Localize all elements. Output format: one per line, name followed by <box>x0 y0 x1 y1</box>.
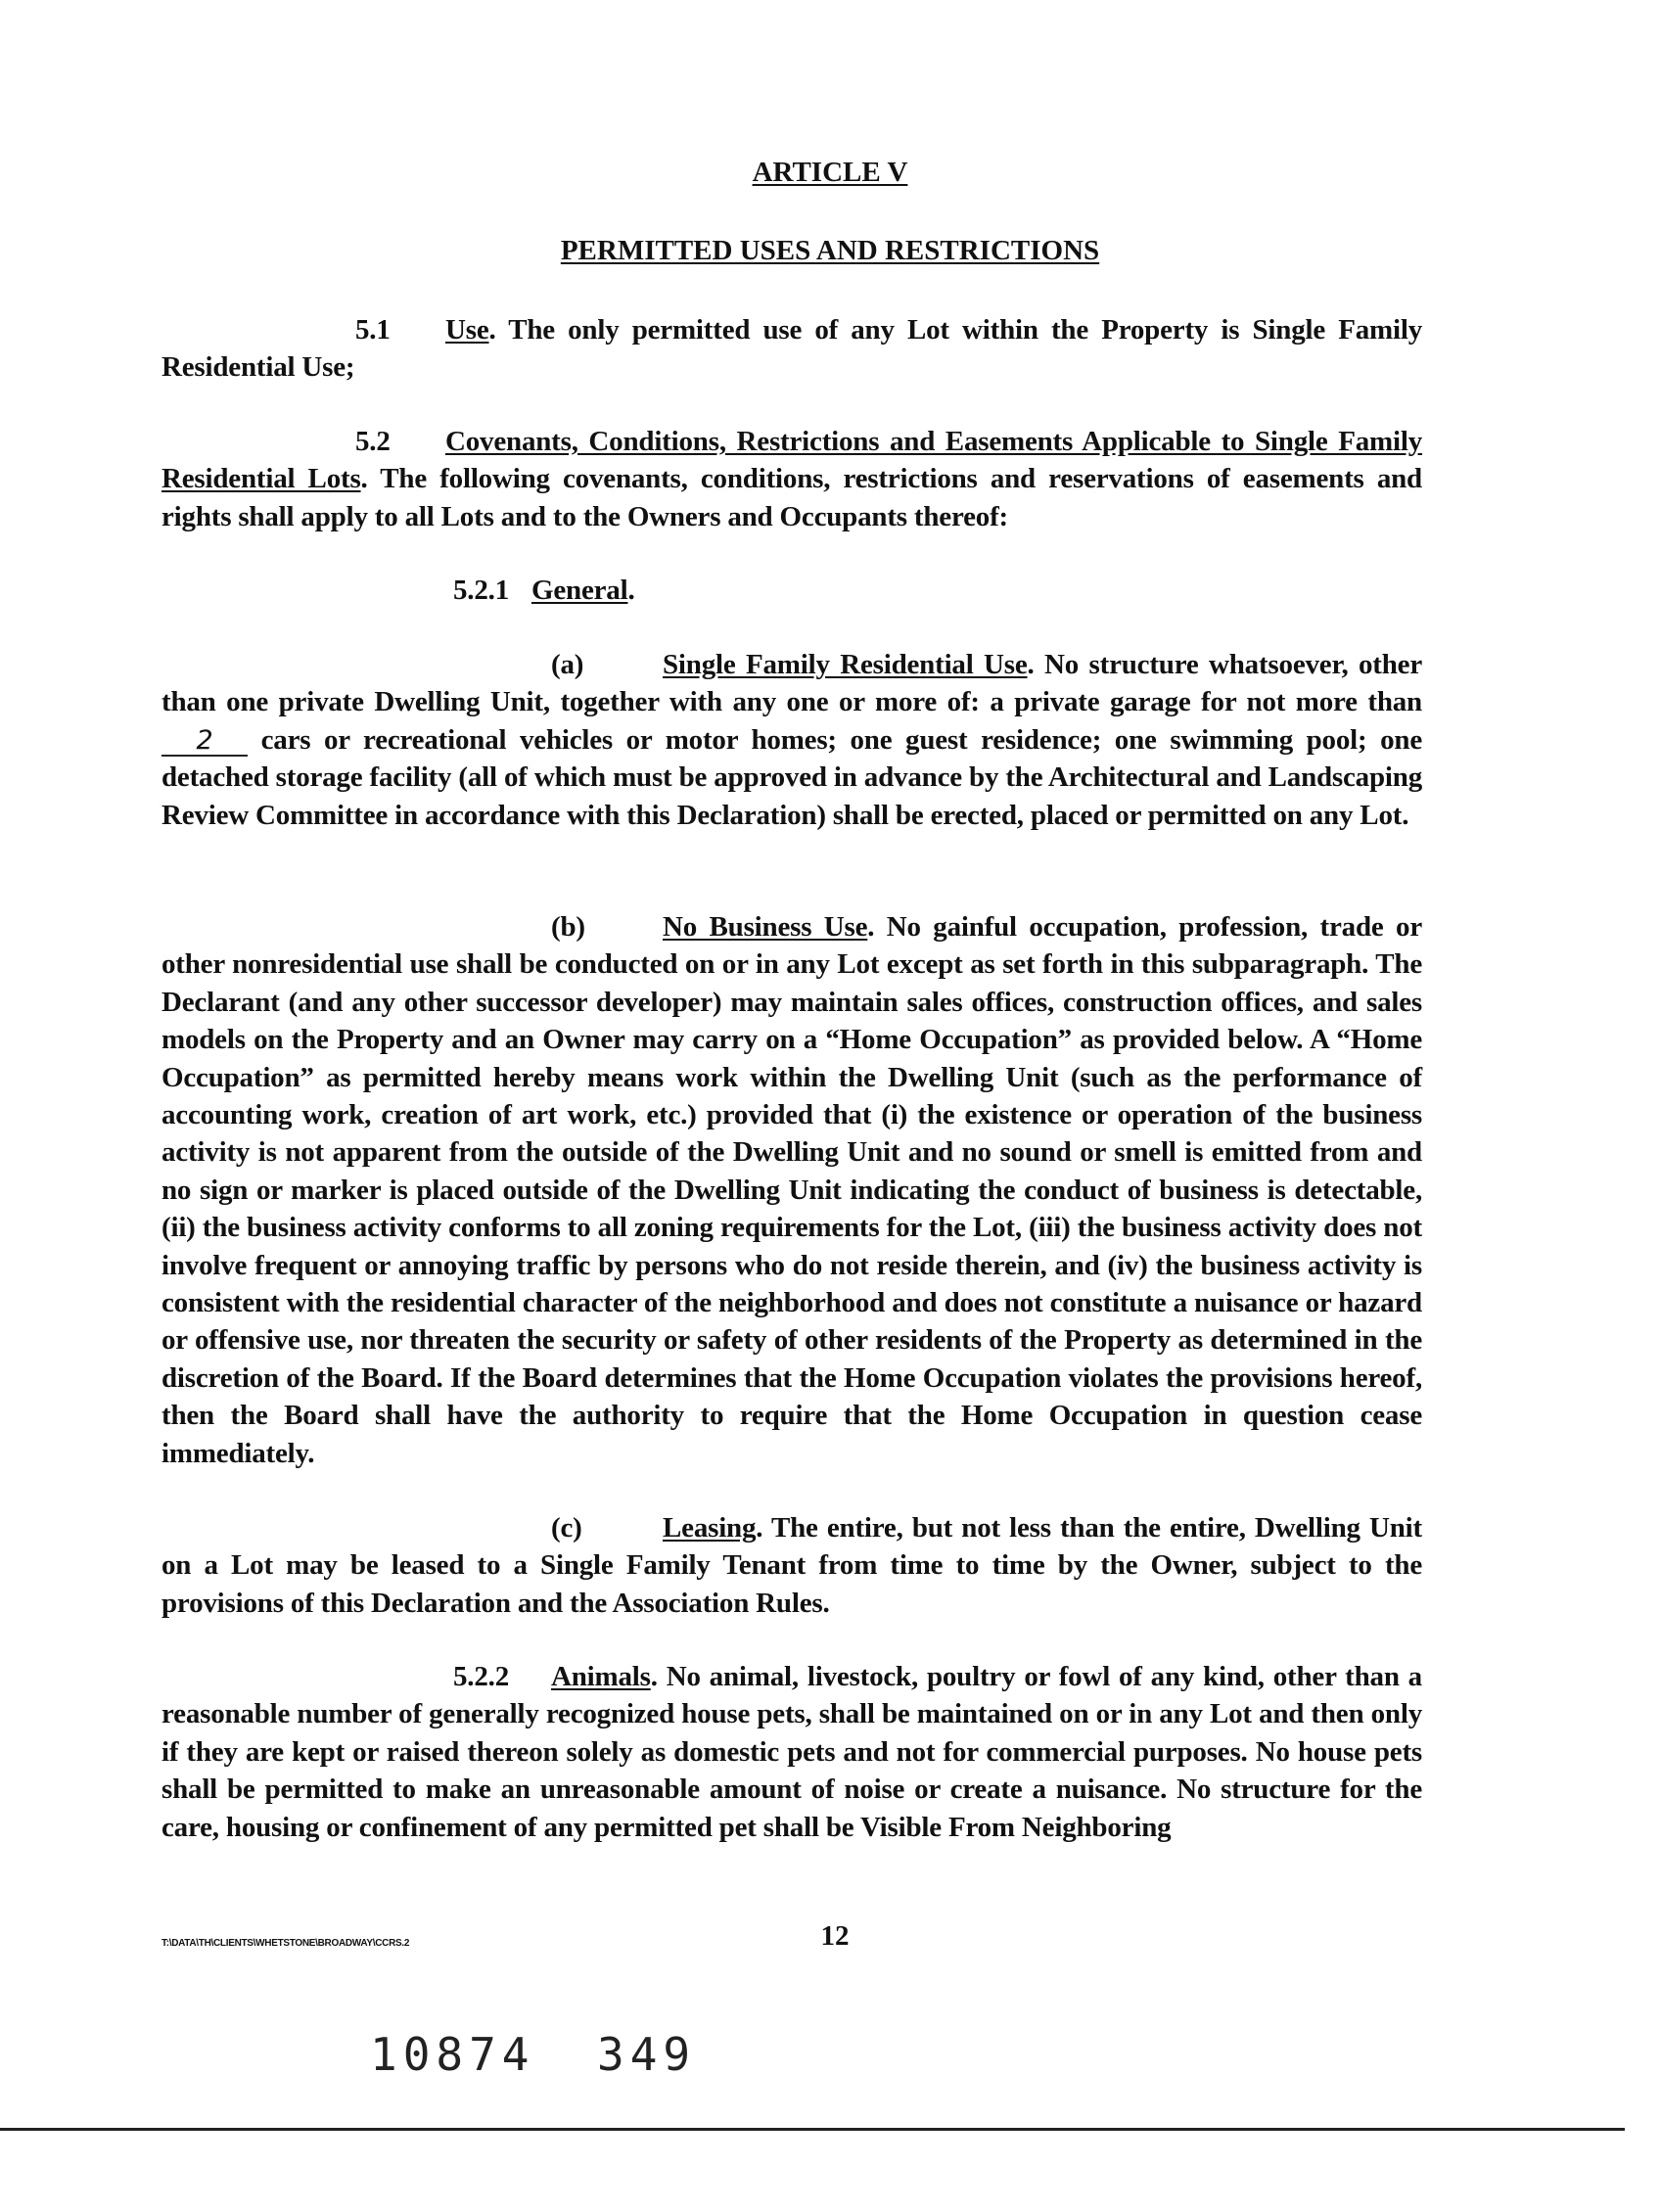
subsection-a <box>161 646 1422 834</box>
section-heading: Use <box>445 314 489 346</box>
subsection-heading: No Business Use <box>663 911 868 943</box>
section-number: 5.1 <box>355 314 391 346</box>
recording-page-number: 349 <box>597 2028 697 2081</box>
subsection-text: . No structure whatsoever, other than one private Dwelling Unit, together with any one or more of: a private garage for not more than <box>161 649 1423 718</box>
article-title: ARTICLE V <box>752 157 908 188</box>
page-number: 12 <box>820 1920 850 1952</box>
subsection-label: (c) <box>551 1512 582 1544</box>
subsection-heading: Leasing <box>663 1512 757 1544</box>
subsection-text: . The entire, but not less than the entire, Dwelling Unit on a Lot may be leased to a Single Family Tenant from time to time by the Owner, subject to the provisions of this Declaration and the Association Rules. <box>161 1512 1422 1619</box>
footer-file-path: T:\DATA\TH\CLIENTS\WHETSTONE\BROADWAY\CCRS.2 <box>161 1938 410 1949</box>
section-text: . The following covenants, conditions, restrictions and reservations of easements and rights shall apply to all Lots and to the Owners and Occupants thereof: <box>161 463 1422 532</box>
section-number: 5.2 <box>355 426 391 457</box>
section-text: . The only permitted use of any Lot within the Property is Single Family Residential Use; <box>161 314 1422 384</box>
section-number: 5.2.1 <box>453 575 510 606</box>
subsection-label: (a) <box>551 649 584 680</box>
subsection-c <box>161 1509 1422 1622</box>
section-number: 5.2.2 <box>453 1661 510 1692</box>
subsection-b <box>161 908 1422 1472</box>
bottom-divider <box>0 2128 1625 2131</box>
article-subtitle: PERMITTED USES AND RESTRICTIONS <box>560 235 1100 266</box>
section-5-2 <box>161 423 1422 535</box>
subsection-text-continued: cars or recreational vehicles or motor homes; one guest residence; one swimming pool; one detached storage facility (all of which must be approved in advance by the Architectural and Landscaping Review Committee in accordance with this Declaration) shall be erected, placed or permitted on any Lot. <box>161 723 1422 831</box>
section-heading: General <box>531 575 628 606</box>
section-text: . <box>627 575 635 606</box>
subsection-label: (b) <box>551 911 585 943</box>
section-heading: Covenants, Conditions, Restrictions and Easements Applicable to Single Family Residential Lots <box>161 426 1422 495</box>
subsection-heading: Single Family Residential Use <box>663 649 1028 680</box>
section-5-2-1 <box>161 572 1422 609</box>
recording-book-number: 10874 <box>370 2028 535 2081</box>
section-5-2-2 <box>161 1658 1422 1846</box>
subsection-text: . No gainful occupation, profession, trade or other nonresidential use shall be conducted on or in any Lot except as set forth in this subparagraph. The Declarant (and any other successor developer) may maintain sales offices, construction offices, and sales models on the Property and an Owner may carry on a “Home Occupation” as provided below. A “Home Occupation” as permitted hereby means work within the Dwelling Unit (such as the performance of accounting work, creation of art work, etc.) provided that (i) the existence or operation of the business activity is not apparent from the outside of the Dwelling Unit and no sound or smell is emitted from and no sign or marker is placed outside of the Dwelling Unit indicating the conduct of business is detectable, (ii) the business activity conforms to all zoning requirements for the Lot, (iii) the business activity does not involve frequent or annoying traffic by persons who do not reside therein, and (iv) the business activity is consistent with the residential character of the neighborhood and does not constitute a nuisance or hazard or offensive use, nor threaten the security or safety of other residents of the Property as determined in the discretion of the Board. If the Board determines that the Home Occupation violates the provisions hereof, then the Board shall have the authority to require that the Home Occupation in question cease immediately. <box>161 911 1422 1469</box>
section-heading: Animals <box>551 1661 651 1692</box>
section-text: . No animal, livestock, poultry or fowl of any kind, other than a reasonable number of generally recognized house pets, shall be maintained on or in any Lot and then only if they are kept or raised thereon solely as domestic pets and not for commercial purposes. No house pets shall be permitted to make an unreasonable amount of noise or create a nuisance. No structure for the care, housing or confinement of any permitted pet shall be Visible From Neighboring <box>161 1661 1422 1843</box>
handwritten-fill-in: 2 <box>161 727 248 757</box>
section-5-1 <box>161 311 1422 387</box>
